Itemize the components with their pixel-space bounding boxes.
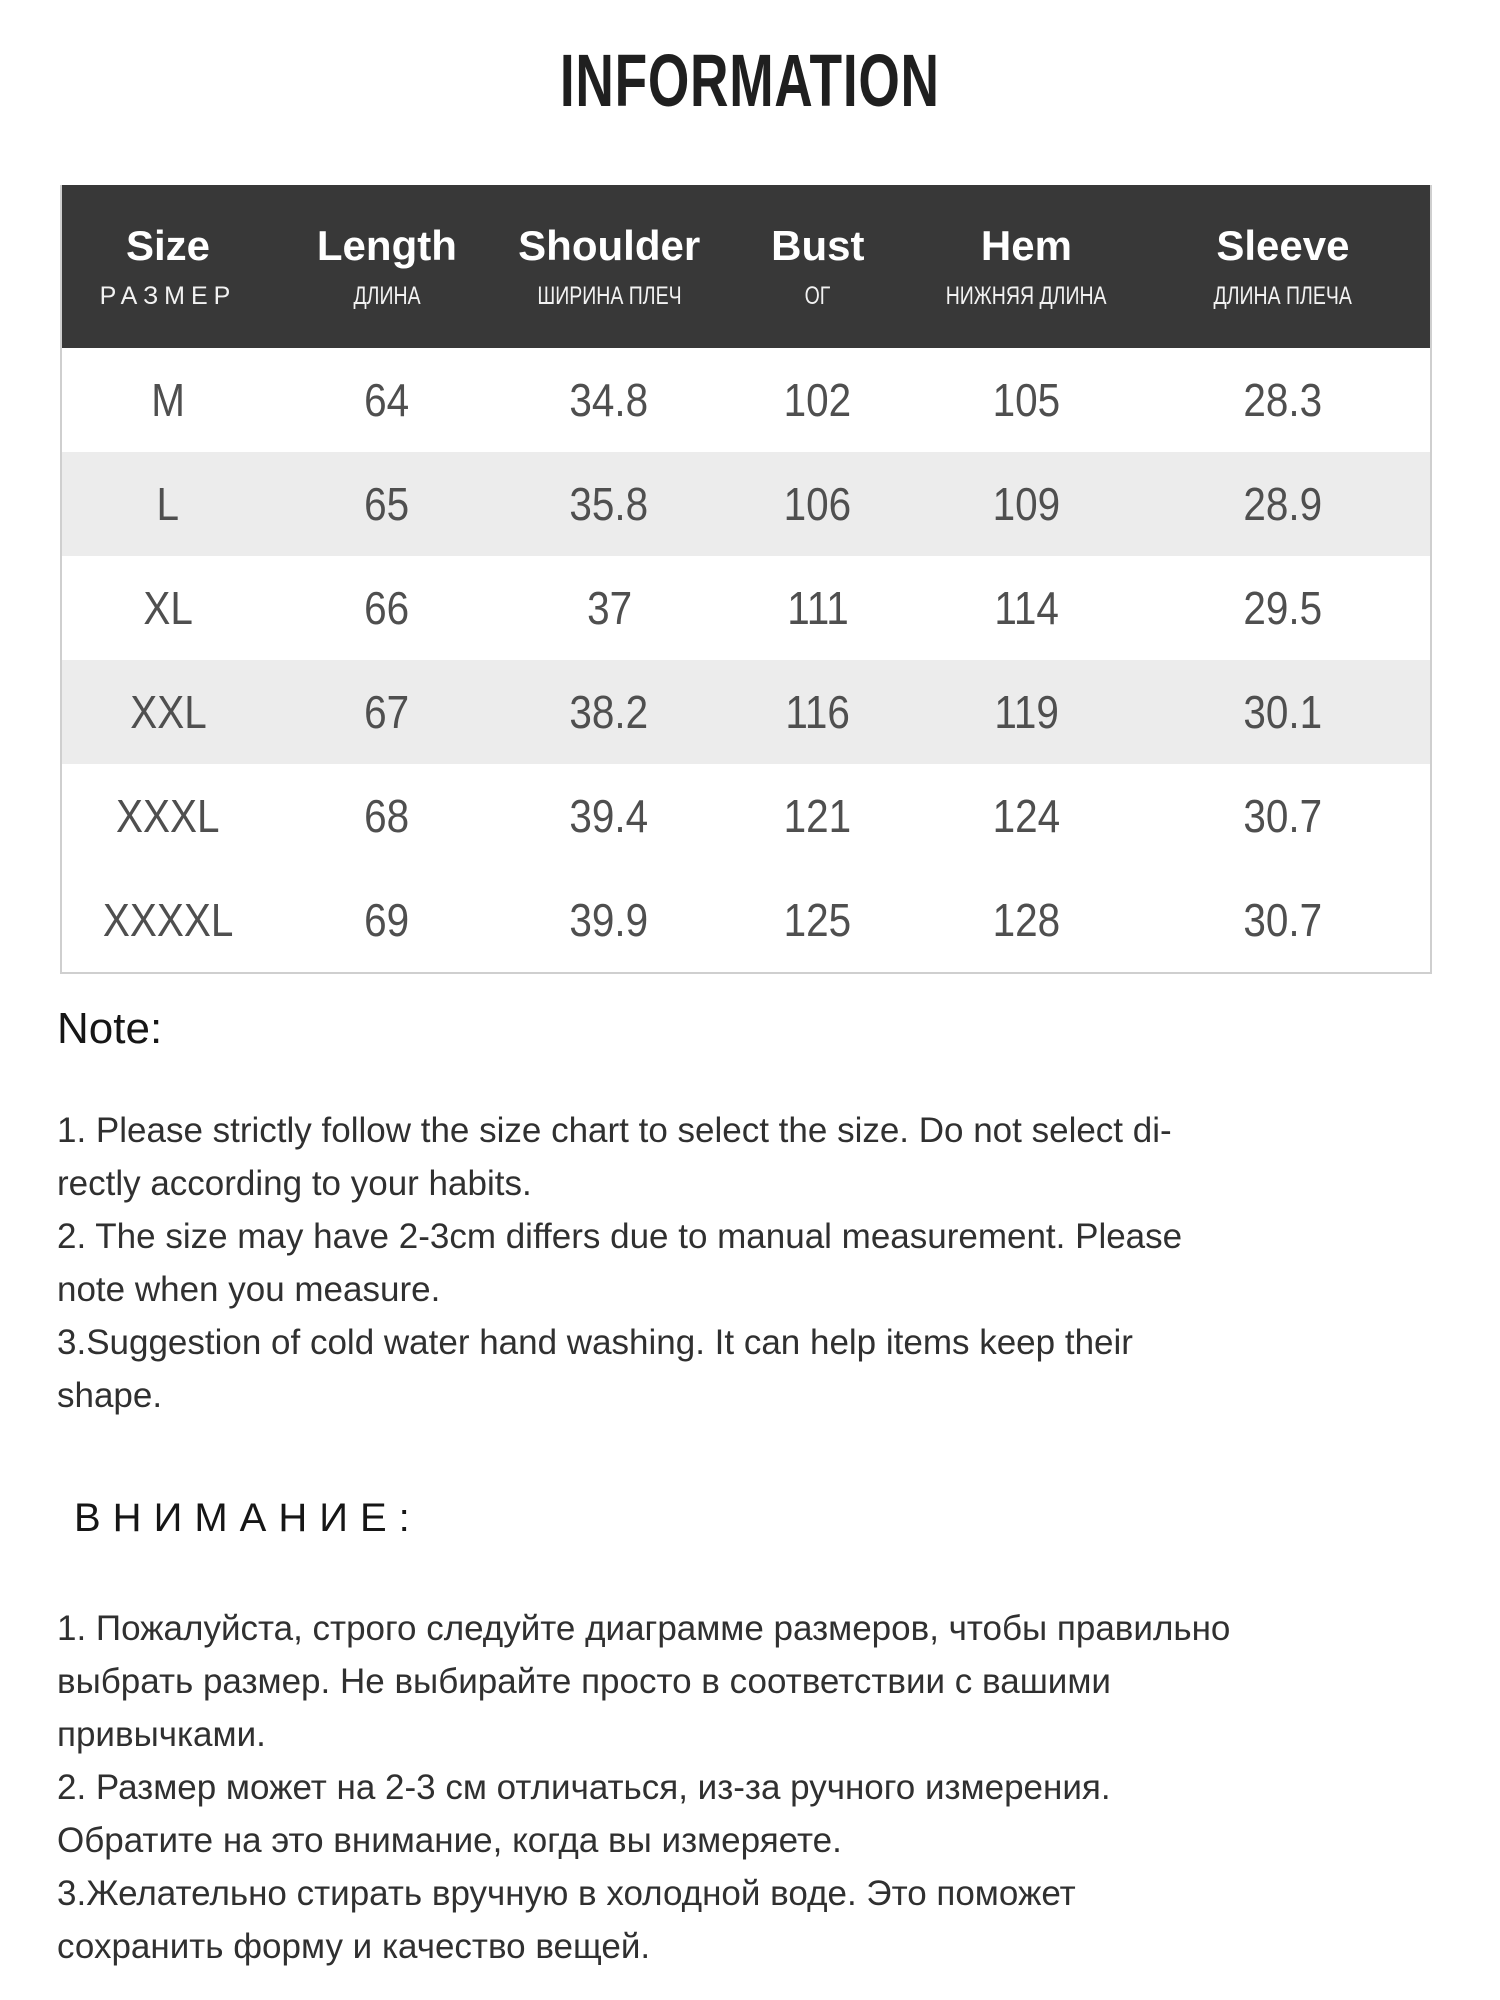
column-header-bust-en: Bust (771, 222, 865, 269)
note-en-line: 1. Please strictly follow the size chart to select the size. Do not select di- (57, 1111, 1172, 1150)
column-header-sleeve-en: Sleeve (1216, 222, 1350, 269)
bust-cell: 116 (785, 686, 851, 738)
size-chart-header-row (62, 185, 1430, 348)
column-header-size-ru: РАЗМЕР (99, 282, 237, 310)
column-header-hem-ru: НИЖНЯЯ ДЛИНА (945, 282, 1107, 310)
size-cell: M (151, 374, 185, 426)
column-header-sleeve (1136, 185, 1430, 348)
column-header-bust (719, 185, 917, 348)
page-title-text: INFORMATION (560, 39, 940, 122)
note-russian-text (57, 1602, 1467, 1973)
bust-cell: 102 (784, 374, 852, 426)
page-title (0, 38, 1500, 123)
column-header-length-en: Length (316, 222, 457, 269)
column-header-size-en: Size (125, 222, 211, 269)
hem-cell: 124 (992, 790, 1061, 842)
shoulder-cell: 34.8 (569, 374, 649, 426)
column-header-sleeve-ru: ДЛИНА ПЛЕЧА (1213, 282, 1353, 310)
length-cell: 65 (364, 478, 410, 530)
length-cell: 68 (364, 790, 410, 842)
bust-cell: 111 (787, 582, 849, 634)
note-ru-line: 2. Размер может на 2-3 см отличаться, из-за ручного измерения. (57, 1768, 1111, 1807)
sleeve-cell: 30.7 (1243, 790, 1323, 842)
size-cell: XXXXL (102, 894, 234, 946)
sleeve-cell: 28.3 (1243, 374, 1323, 426)
sleeve-cell: 30.1 (1243, 686, 1323, 738)
attention-heading: ВНИМАНИЕ: (74, 1496, 422, 1540)
table-row-xxl (62, 660, 1430, 764)
bust-cell: 125 (784, 894, 852, 946)
bust-cell: 106 (784, 478, 852, 530)
size-cell: XXXL (116, 790, 220, 842)
bust-cell: 121 (784, 790, 852, 842)
column-header-size (62, 185, 274, 348)
note-en-line: 2. The size may have 2-3cm differs due to manual measurement. Please (57, 1217, 1183, 1256)
table-row-xxxxl (62, 868, 1430, 972)
size-cell: L (156, 478, 180, 530)
note-heading: Note: (57, 1004, 163, 1053)
hem-cell: 114 (994, 582, 1059, 634)
sleeve-cell: 29.5 (1243, 582, 1323, 634)
column-header-length (274, 185, 500, 348)
column-header-shoulder-ru: ШИРИНА ПЛЕЧ (537, 282, 682, 310)
shoulder-cell: 35.8 (569, 478, 649, 530)
column-header-shoulder-en: Shoulder (518, 222, 701, 269)
shoulder-cell: 39.9 (569, 894, 649, 946)
table-row-xl (62, 556, 1430, 660)
note-english-text (57, 1104, 1457, 1422)
column-header-length-ru: ДЛИНА (353, 282, 421, 310)
shoulder-cell: 38.2 (569, 686, 649, 738)
column-header-bust-ru: ОГ (804, 282, 831, 310)
note-en-line: note when you measure. (57, 1270, 441, 1309)
hem-cell: 119 (994, 686, 1059, 738)
column-header-hem-en: Hem (980, 222, 1072, 269)
size-cell: XL (143, 582, 193, 634)
shoulder-cell: 39.4 (569, 790, 649, 842)
note-ru-line: 1. Пожалуйста, строго следуйте диаграмме размеров, чтобы правильно (57, 1609, 1231, 1648)
length-cell: 69 (364, 894, 410, 946)
sleeve-cell: 30.7 (1243, 894, 1323, 946)
note-ru-line: Обратите на это внимание, когда вы измеряете. (57, 1821, 842, 1860)
shoulder-cell: 37 (586, 582, 632, 634)
column-header-shoulder (500, 185, 719, 348)
length-cell: 64 (364, 374, 410, 426)
note-en-line: shape. (57, 1376, 163, 1415)
table-row-xxxl (62, 764, 1430, 868)
table-row-m (62, 348, 1430, 452)
column-header-hem (917, 185, 1136, 348)
note-ru-line: выбрать размер. Не выбирайте просто в соответствии с вашими (57, 1662, 1111, 1701)
hem-cell: 105 (992, 374, 1061, 426)
hem-cell: 128 (992, 894, 1061, 946)
note-ru-line: сохранить форму и качество вещей. (57, 1927, 651, 1966)
sleeve-cell: 28.9 (1243, 478, 1323, 530)
note-en-line: rectly according to your habits. (57, 1164, 532, 1203)
table-row-l (62, 452, 1430, 556)
size-chart-table (60, 185, 1432, 974)
size-cell: XXL (129, 686, 207, 738)
length-cell: 67 (364, 686, 410, 738)
note-en-line: 3.Suggestion of cold water hand washing. It can help items keep their (57, 1323, 1133, 1362)
length-cell: 66 (364, 582, 410, 634)
note-ru-line: 3.Желательно стирать вручную в холодной воде. Это поможет (57, 1874, 1076, 1913)
hem-cell: 109 (992, 478, 1061, 530)
note-ru-line: привычками. (57, 1715, 266, 1754)
